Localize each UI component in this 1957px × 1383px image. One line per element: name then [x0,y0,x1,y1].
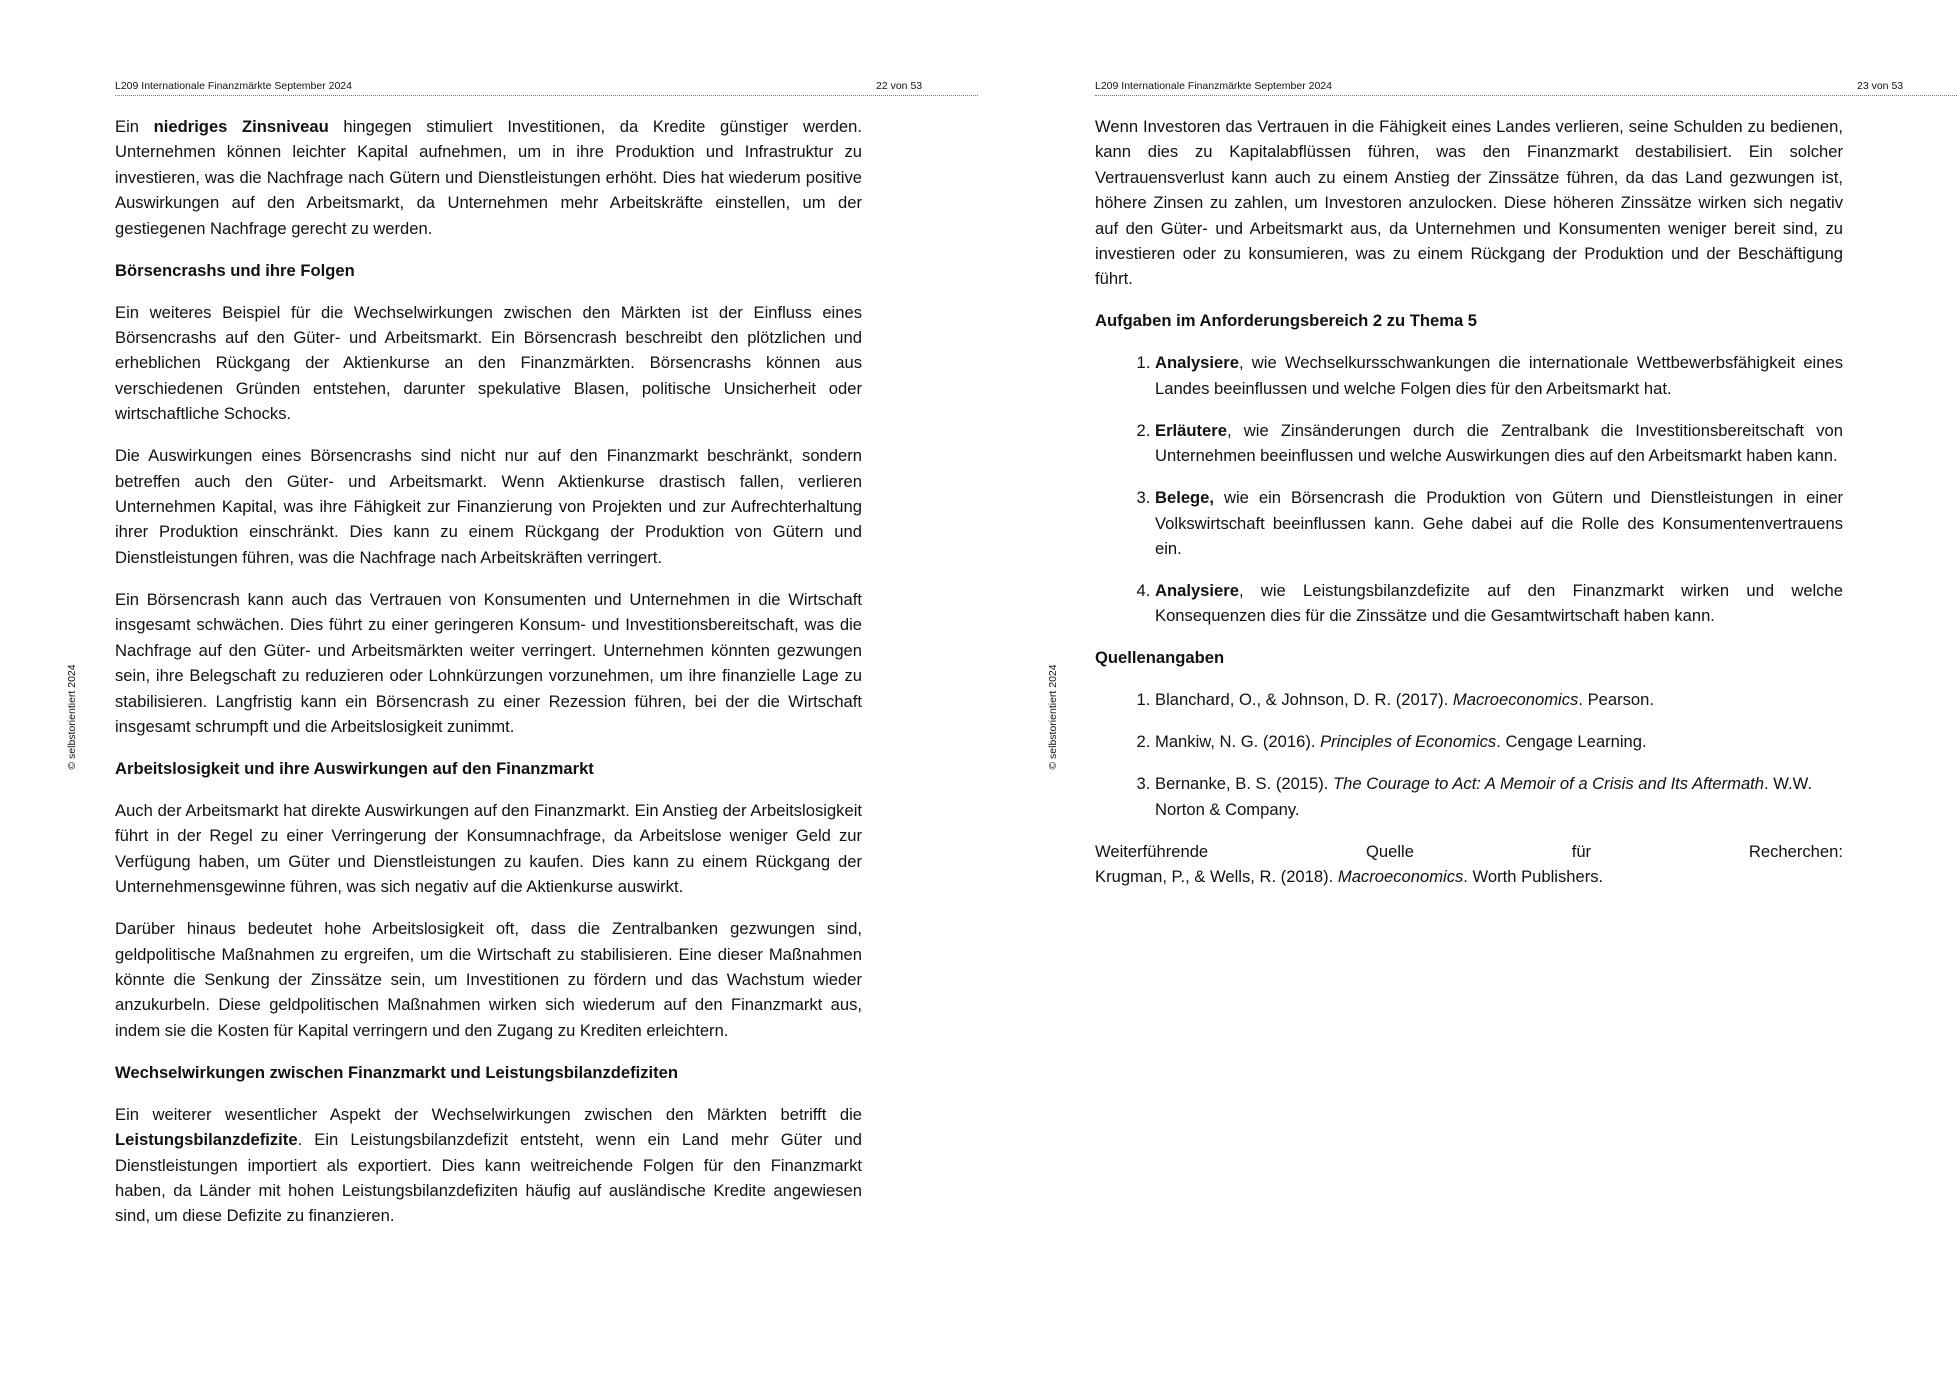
paragraph: Ein weiteres Beispiel für die Wechselwirkungen zwischen den Märkten ist der Einfluss eines Börsencrashs auf den Güter- und Arbeitsmarkt. Ein Börsencrash beschreibt den plötzlichen und erheblichen Rückgang der Aktienkurse an den Finanzmärkten. Börsencrashs können aus verschiedenen Gründen entstehen, darunter spekulative Blasen, politische Unsicherheit oder wirtschaftliche Schocks. [115,302,862,424]
page-header [1095,76,1957,96]
further-reading [1095,839,1843,890]
header-title: L209 Internationale Finanzmärkte September 2024 [1095,80,1332,92]
copyright-side-label: © selbstorientiert 2024 [1047,664,1059,770]
source-item: 3. Bernanke, B. S. (2015). The Courage to Act: A Memoir of a Crisis and Its Aftermath. W.W. Norton & Company. [1155,771,1843,822]
paragraph: Auch der Arbeitsmarkt hat direkte Auswirkungen auf den Finanzmarkt. Ein Anstieg der Arbeitslosigkeit führt in der Regel zu einer Verringerung der Konsumnachfrage, da Arbeitslose weniger Geld zur Verfügung haben, um Güter und Dienstleistungen zu kaufen. Dies kann zu einem Rückgang der Unternehmensgewinne führen, was sich negativ auf die Aktienkurse auswirkt. [115,800,862,897]
section-heading: Arbeitslosigkeit und ihre Auswirkungen auf den Finanzmarkt [115,758,594,778]
further-reading-label: Weiterführende Quelle für Recherchen: [1095,841,1843,861]
source-item: 1. Blanchard, O., & Johnson, D. R. (2017). Macroeconomics. Pearson. [1155,687,1843,712]
source-item: 2. Mankiw, N. G. (2016). Principles of Economics. Cengage Learning. [1155,729,1843,754]
paragraph: Ein Börsencrash kann auch das Vertrauen von Konsumenten und Unternehmen in die Wirtschaft insgesamt schwächen. Dies führt zu einer geringeren Konsum- und Investitionsbereitschaft, was die Nachfrage auf den Güter- und Arbeitsmärkten weiter verringert. Unternehmen könnten gezwungen sein, ihre Belegschaft zu reduzieren oder Lohnkürzungen vorzunehmen, um ihre finanzielle Lage zu stabilisieren. Langfristig kann ein Börsencrash zu einer Rezession führen, bei der die Wirtschaft insgesamt schrumpft und die Arbeitslosigkeit zunimmt. [115,589,862,736]
paragraph: Die Auswirkungen eines Börsencrashs sind nicht nur auf den Finanzmarkt beschränkt, sondern betreffen auch den Güter- und Arbeitsmarkt. Wenn Aktienkurse drastisch fallen, verlieren Unternehmen Kapital, was ihre Fähigkeit zur Finanzierung von Projekten und zur Aufrechterhaltung ihrer Produktion einschränkt. Dies kann zu einem Rückgang der Produktion von Gütern und Dienstleistungen führen, was die Nachfrage nach Arbeitskräften verringert. [115,446,862,567]
bold-term: Leistungsbilanzdefizite [115,1130,298,1150]
task-item: 1. Analysiere, wie Wechselkursschwankungen die internationale Wettbewerbsfähigkeit eines Landes beeinflussen und welche Folgen dies für den Arbeitsmarkt hat. [1155,350,1843,401]
page-23 [980,0,1957,1383]
bold-term: niedriges Zinsniveau [153,117,329,136]
section-heading: Wechselwirkungen zwischen Finanzmarkt und Leistungsbilanzdefiziten [115,1062,679,1082]
header-title: L209 Internationale Finanzmärkte September 2024 [115,80,352,92]
page-number: 22 von 53 [876,80,923,92]
task-item: 3. Belege, wie ein Börsencrash die Produktion von Gütern und Dienstleistungen in einer Volkswirtschaft beeinflussen kann. Gehe dabei auf die Rolle des Konsumentenvertrauens ein. [1155,485,1843,561]
source-list [1095,687,1843,822]
page-header [115,76,978,96]
task-item: 2. Erläutere, wie Zinsänderungen durch die Zentralbank die Investitionsbereitschaft von Unternehmen beeinflussen und welche Auswirkungen dies auf den Arbeitsmarkt haben kann. [1155,418,1843,469]
paragraph: Ein weiterer wesentlicher Aspekt der Wechselwirkungen zwischen den Märkten betrifft die Leistungsbilanzdefizite. Ein Leistungsbilanzdefizit entsteht, wenn ein Land mehr Güter und Dienstleistungen importiert als exportiert. Dies kann weitreichende Folgen für den Finanzmarkt haben, da Länder mit hohen Leistungsbilanzdefiziten häufig auf ausländische Kredite angewiesen sind, um diese Defizite zu finanzieren. [115,1104,862,1226]
section-heading: Quellenangaben [1095,648,1225,668]
task-list [1095,350,1843,628]
page-body [115,114,862,1245]
section-heading: Aufgaben im Anforderungsbereich 2 zu Thema 5 [1095,311,1478,331]
paragraph: Darüber hinaus bedeutet hohe Arbeitslosigkeit oft, dass die Zentralbanken gezwungen sind, geldpolitische Maßnahmen zu ergreifen, um die Wirtschaft zu stabilisieren. Eine dieser Maßnahmen könnte die Senkung der Zinssätze sein, um Investitionen zu fördern und das Wachstum wieder anzukurbeln. Diese geldpolitischen Maßnahmen wirken sich wiederum auf den Finanzmarkt aus, indem sie die Kosten für Kapital verringern und den Zugang zu Krediten erleichtern. [115,919,862,1040]
copyright-side-label: © selbstorientiert 2024 [66,664,78,770]
section-heading: Börsencrashs und ihre Folgen [115,260,355,280]
task-item: 4. Analysiere, wie Leistungsbilanzdefizite auf den Finanzmarkt wirken und welche Konsequenzen dies für die Zinssätze und die Gesamtwirtschaft haben kann. [1155,578,1843,629]
page-number: 23 von 53 [1857,80,1904,92]
paragraph: Wenn Investoren das Vertrauen in die Fähigkeit eines Landes verlieren, seine Schulden zu bedienen, kann dies zu Kapitalabflüssen führen, was den Finanzmarkt destabilisiert. Ein solcher Vertrauensverlust kann auch zu einem Anstieg der Zinssätze führen, da das Land gezwungen ist, höhere Zinsen zu zahlen, um Investoren anzulocken. Diese höheren Zinssätze wirken sich negativ auf den Güter- und Arbeitsmarkt aus, da Unternehmen und Konsumenten weniger bereit sind, zu investieren oder zu konsumieren, was zu einem Rückgang der Produktion und der Beschäftigung führt. [1095,117,1843,289]
further-reading-reference: Krugman, P., & Wells, R. (2018). Macroeconomics. Worth Publishers. [1095,867,1604,887]
page-body [1095,114,1843,890]
paragraph: Ein niedriges Zinsniveau hingegen stimuliert Investitionen, da Kredite günstiger werden. Unternehmen können leichter Kapital aufnehmen, um in ihre Produktion und Infrastruktur zu investieren, was die Nachfrage nach Gütern und Dienstleistungen erhöht. Dies hat wiederum positive Auswirkungen auf den Arbeitsmarkt, da Unternehmen mehr Arbeitskräfte einstellen, um der gestiegenen Nachfrage gerecht zu werden. [115,117,862,238]
